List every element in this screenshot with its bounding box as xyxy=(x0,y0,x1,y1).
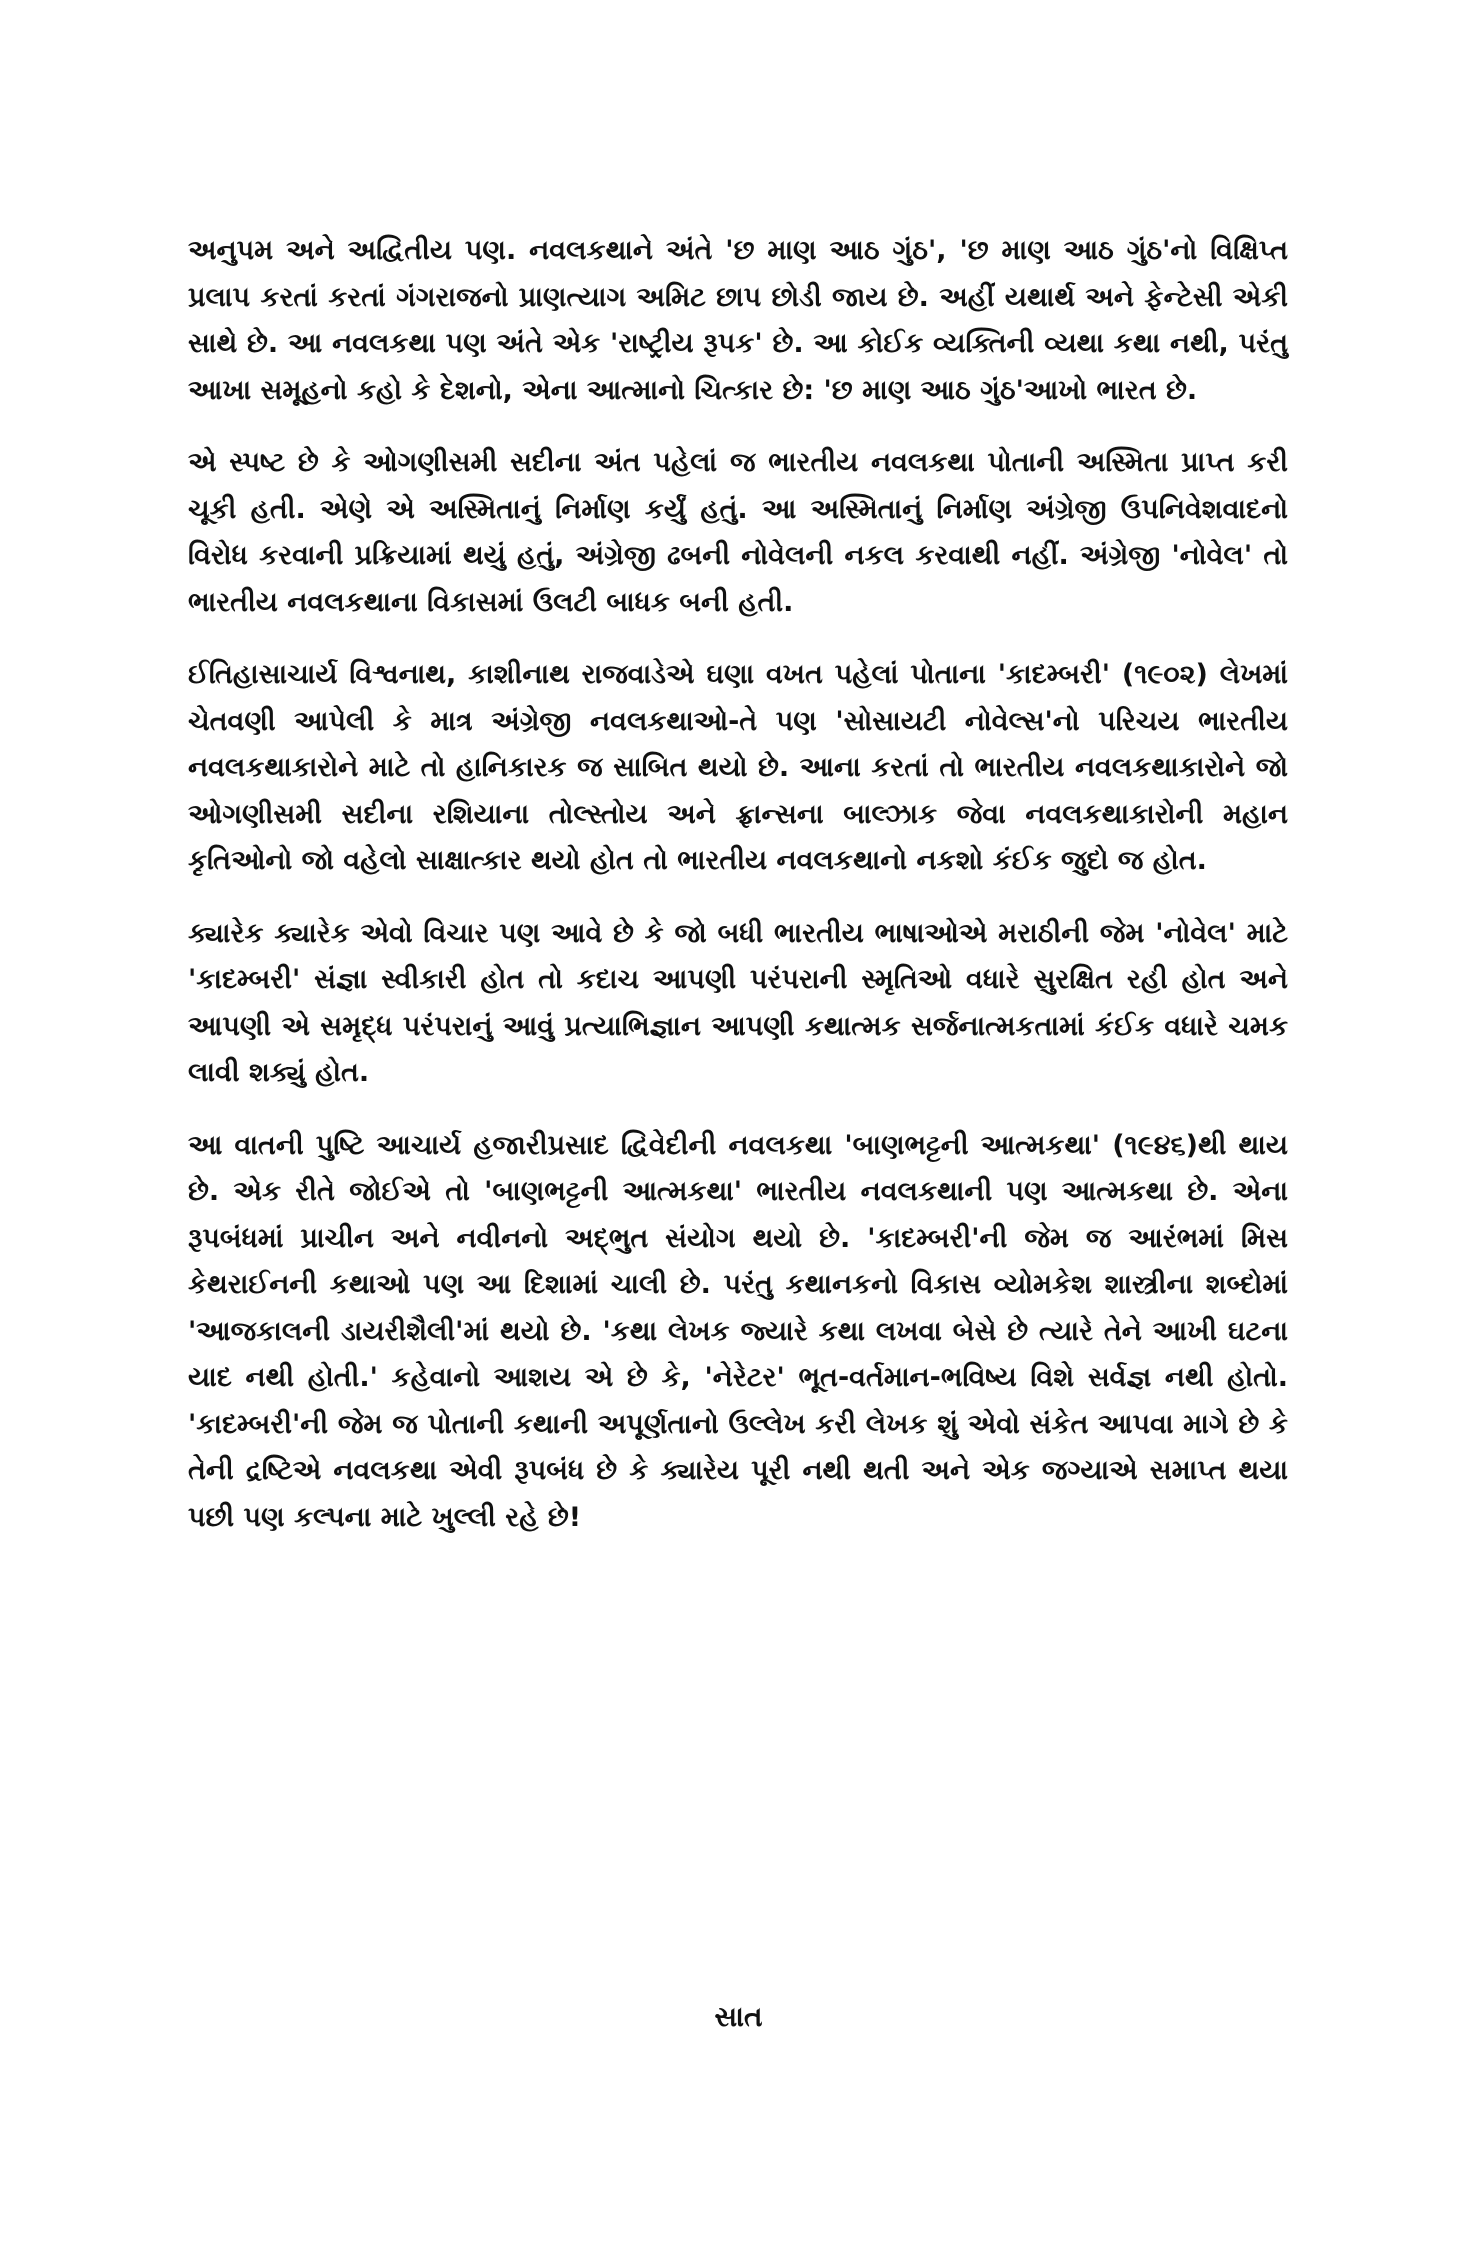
page-body xyxy=(188,228,1288,2128)
page-number: સાત xyxy=(714,2000,763,2033)
paragraph-1: અનુપમ અને અદ્વિતીય પણ. નવલકથાને અંતે 'છ માણ આઠ ગુંઠ', 'છ માણ આઠ ગુંઠ'નો વિક્ષિપ્ત પ્રલાપ કરતાં કરતાં ગંગરાજનો પ્રાણત્યાગ અમિટ છાપ છોડી જાય છે. અહીં યથાર્થ અને ફેન્ટેસી એકી સાથે છે. આ નવલકથા પણ અંતે એક 'રાષ્ટ્રીય રૂપક' છે. આ કોઈક વ્યક્તિની વ્યથા કથા નથી, પરંતુ આખા સમૂહનો કહો કે દેશનો, એના આત્માનો ચિત્કાર છે: 'છ માણ આઠ ગુંઠ'આખો ભારત છે. xyxy=(188,235,1288,406)
paragraph-3: ઈતિહાસાચાર્ય વિશ્વનાથ, કાશીનાથ રાજવાડેએ ઘણા વખત પહેલાં પોતાના 'કાદમ્બરી' (૧૯૦૨) લેખમાં ચેતવણી આપેલી કે માત્ર અંગ્રેજી નવલકથાઓ-તે પણ 'સોસાયટી નોવેલ્સ'નો પરિચય ભારતીય નવલકથાકારોને માટે તો હાનિકારક જ સાબિત થયો છે. આના કરતાં તો ભારતીય નવલકથાકારોને જો ઓગણીસમી સદીના રશિયાના તોલ્સ્તોય અને ફ્રાન્સના બાલ્ઝાક જેવા નવલકથાકારોની મહાન કૃતિઓનો જો વહેલો સાક્ષાત્કાર થયો હોત તો ભારતીય નવલકથાનો નકશો કંઈક જુદો જ હોત. xyxy=(188,659,1288,876)
paragraph-4: ક્યારેક ક્યારેક એવો વિચાર પણ આવે છે કે જો બધી ભારતીય ભાષાઓએ મરાઠીની જેમ 'નોવેલ' માટે 'કાદમ્બરી' સંજ્ઞા સ્વીકારી હોત તો કદાચ આપણી પરંપરાની સ્મૃતિઓ વધારે સુરક્ષિત રહી હોત અને આપણી એ સમૃદ્ધ પરંપરાનું આવું પ્રત્યાભિજ્ઞાન આપણી કથાત્મક સર્જનાત્મકતામાં કંઈક વધારે ચમક લાવી શક્યું હોત. xyxy=(188,917,1288,1088)
paragraph-5: આ વાતની પુષ્ટિ આચાર્ય હજારીપ્રસાદ દ્વિવેદીની નવલકથા 'બાણભટ્ટની આત્મકથા' (૧૯૪૬)થી થાય છે. એક રીતે જોઈએ તો 'બાણભટ્ટની આત્મકથા' ભારતીય નવલકથાની પણ આત્મકથા છે. એના રૂપબંધમાં પ્રાચીન અને નવીનનો અદ્ભુત સંયોગ થયો છે. 'કાદમ્બરી'ની જેમ જ આરંભમાં મિસ કેથરાઈનની કથાઓ પણ આ દિશામાં ચાલી છે. પરંતુ કથાનકનો વિકાસ વ્યોમકેશ શાસ્ત્રીના શબ્દોમાં 'આજકાલની ડાયરીશૈલી'માં થયો છે. 'કથા લેખક જ્યારે કથા લખવા બેસે છે ત્યારે તેને આખી ઘટના યાદ નથી હોતી.' કહેવાનો આશય એ છે કે, 'નેરેટર' ભૂત-વર્તમાન-ભવિષ્ય વિશે સર્વજ્ઞ નથી હોતો. 'કાદમ્બરી'ની જેમ જ પોતાની કથાની અપૂર્ણતાનો ઉલ્લેખ કરી લેખક શું એવો સંકેત આપવા માગે છે કે તેની દ્રષ્ટિએ નવલકથા એવી રૂપબંધ છે કે ક્યારેય પૂરી નથી થતી અને એક જગ્યાએ સમાપ્ત થયા પછી પણ કલ્પના માટે ખુલ્લી રહે છે! xyxy=(188,1129,1288,1533)
paragraph-2: એ સ્પષ્ટ છે કે ઓગણીસમી સદીના અંત પહેલાં જ ભારતીય નવલકથા પોતાની અસ્મિતા પ્રાપ્ત કરી ચૂકી હતી. એણે એ અસ્મિતાનું નિર્માણ કર્યું હતું. આ અસ્મિતાનું નિર્માણ અંગ્રેજી ઉપનિવેશવાદનો વિરોધ કરવાની પ્રક્રિયામાં થયું હતું, અંગ્રેજી ઢબની નોવેલની નકલ કરવાથી નહીં. અંગ્રેજી 'નોવેલ' તો ભારતીય નવલકથાના વિકાસમાં ઉલટી બાધક બની હતી. xyxy=(188,447,1288,618)
